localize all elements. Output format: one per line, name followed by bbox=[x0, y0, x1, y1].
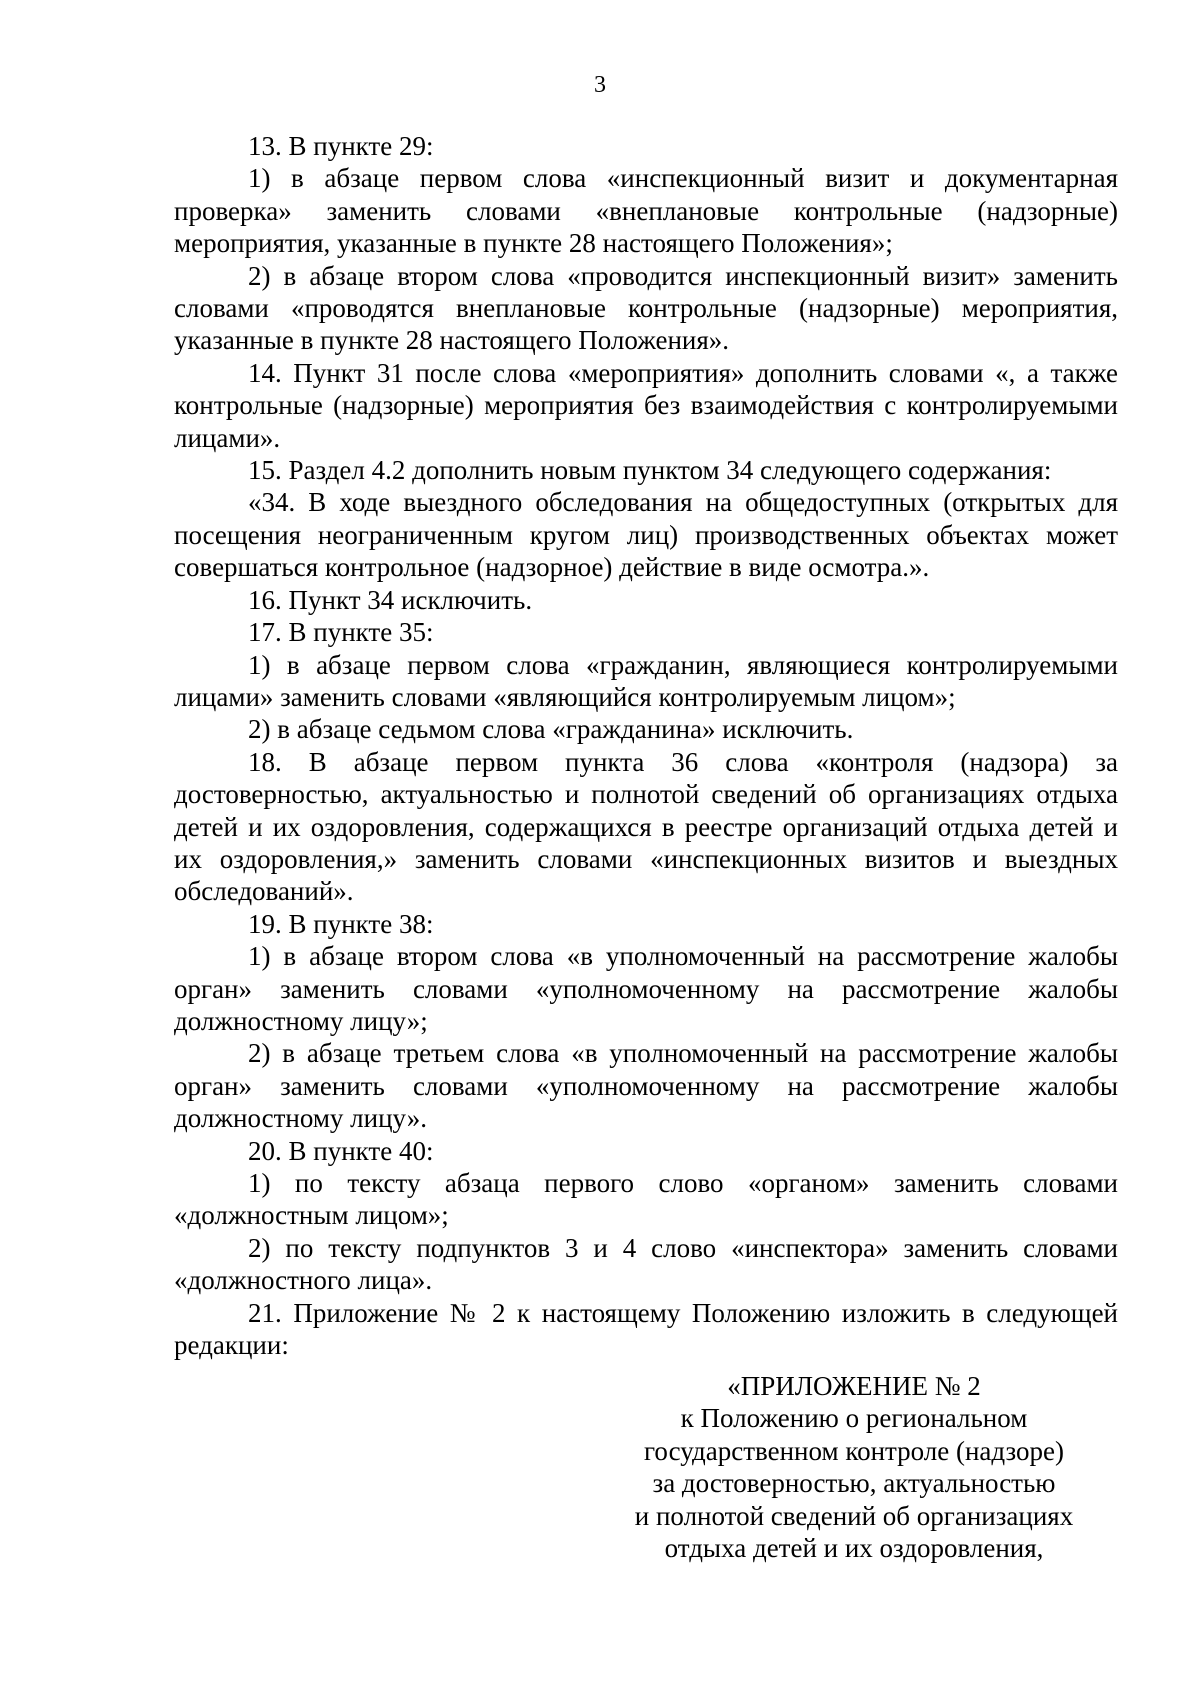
paragraph-item-14: 14. Пункт 31 после слова «мероприятия» дополнить словами «, а также контрольные (надзорные) мероприятия без взаимодействия с контролируемыми лицами». bbox=[174, 357, 1118, 453]
appendix-title: «ПРИЛОЖЕНИЕ № 2 bbox=[727, 1371, 981, 1401]
paragraph-subitem-20-2: 2) по тексту подпунктов 3 и 4 слово «инспектора» заменить словами «должностного лица». bbox=[174, 1232, 1118, 1296]
appendix-subtitle-line: за достоверностью, актуальностью bbox=[652, 1468, 1056, 1499]
paragraph-item-13: 13. В пункте 29: bbox=[248, 131, 434, 161]
appendix-subtitle-line: и полнотой сведений об организациях bbox=[634, 1500, 1074, 1531]
paragraph-item-18: 18. В абзаце первом пункта 36 слова «контроля (надзора) за достоверностью, актуальностью и полнотой сведений об организациях отдыха детей и их оздоровления, содержащихся в реестре организаций отдыха детей и их оздоровления,» заменить словами «инспекционных визитов и выездных обследований». bbox=[174, 746, 1118, 907]
paragraph-item-15: 15. Раздел 4.2 дополнить новым пунктом 34 следующего содержания: bbox=[248, 455, 1052, 486]
paragraph-item-17: 17. В пункте 35: bbox=[248, 617, 434, 648]
paragraph-subitem-20-1: 1) по тексту абзаца первого слово «органом» заменить словами «должностным лицом»; bbox=[174, 1168, 1118, 1231]
appendix-subtitle-line: государственном контроле (надзоре) bbox=[644, 1435, 1064, 1466]
paragraph-quote-34: «34. В ходе выездного обследования на общедоступных (открытых для посещения неограниченным кругом лиц) производственных объектах может совершаться контрольное (надзорное) действие в виде осмотра.». bbox=[174, 487, 1118, 583]
paragraph-item-19: 19. В пункте 38: bbox=[248, 908, 434, 939]
page-number: 3 bbox=[594, 72, 606, 98]
paragraph-subitem-17-2: 2) в абзаце седьмом слова «гражданина» исключить. bbox=[248, 714, 854, 745]
paragraph-subitem-13-1: 1) в абзаце первом слова «инспекционный визит и документарная проверка» заменить словами «внеплановые контрольные (надзорные) мероприятия, указанные в пункте 28 настоящего Положения»; bbox=[174, 163, 1118, 259]
paragraph-subitem-19-2: 2) в абзаце третьем слова «в уполномоченный на рассмотрение жалобы орган» заменить словами «уполномоченному на рассмотрение жалобы должностному лицу». bbox=[174, 1038, 1118, 1134]
paragraph-item-16: 16. Пункт 34 исключить. bbox=[248, 584, 533, 615]
appendix-heading-block bbox=[604, 1370, 1104, 1564]
paragraph-item-20: 20. В пункте 40: bbox=[248, 1135, 434, 1166]
paragraph-subitem-19-1: 1) в абзаце втором слова «в уполномоченный на рассмотрение жалобы орган» заменить словами «уполномоченному на рассмотрение жалобы должностному лицу»; bbox=[174, 941, 1118, 1036]
appendix-subtitle-line: отдыха детей и их оздоровления, bbox=[664, 1533, 1044, 1564]
paragraph-subitem-13-2: 2) в абзаце втором слова «проводится инспекционный визит» заменить словами «проводятся внеплановые контрольные (надзорные) мероприятия, указанные в пункте 28 настоящего Положения». bbox=[174, 260, 1118, 356]
paragraph-item-21: 21. Приложение № 2 к настоящему Положению изложить в следующей редакции: bbox=[174, 1297, 1118, 1361]
document-body bbox=[174, 130, 1118, 1361]
appendix-subtitle-line: к Положению о региональном bbox=[680, 1403, 1028, 1434]
paragraph-subitem-17-1: 1) в абзаце первом слова «гражданин, являющиеся контролируемыми лицами» заменить словами «являющийся контролируемым лицом»; bbox=[174, 649, 1118, 712]
